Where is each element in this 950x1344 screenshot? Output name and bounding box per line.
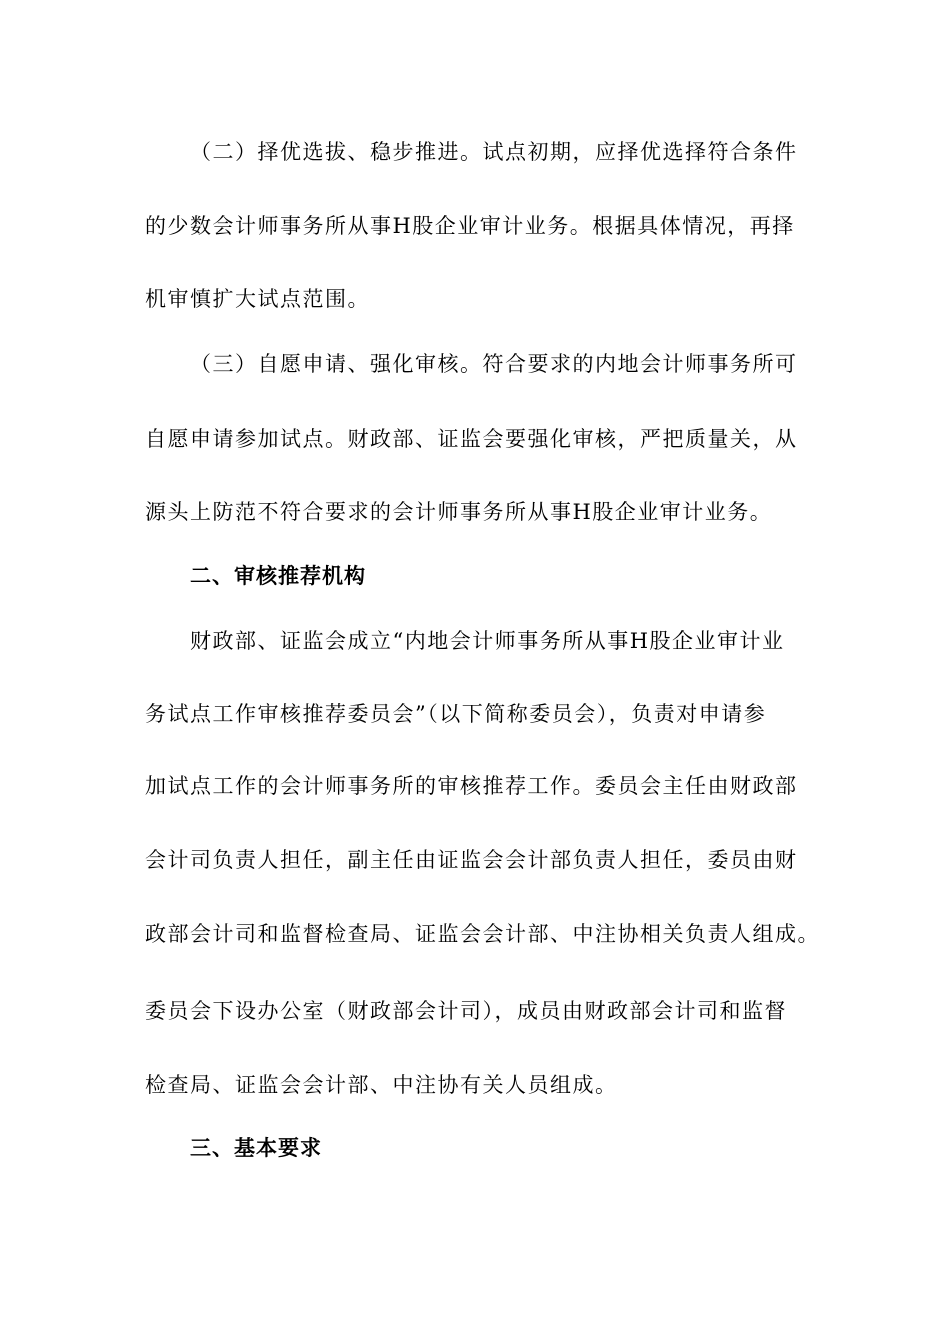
section-heading-basic-requirements: 三、基本要求 [190, 1136, 322, 1160]
paragraph-3-line-1: （三）自愿申请、强化审核。符合要求的内地会计师事务所可 [190, 352, 798, 376]
paragraph-committee-line-4: 会计司负责人担任，副主任由证监会会计部负责人担任，委员由财 [145, 848, 798, 872]
paragraph-3-line-3: 源头上防范不符合要求的会计师事务所从事H股企业审计业务。 [145, 500, 773, 524]
paragraph-2-line-1: （二）择优选拔、稳步推进。试点初期，应择优选择符合条件 [190, 140, 798, 164]
paragraph-committee-line-1: 财政部、证监会成立“内地会计师事务所从事H股企业审计业 [190, 629, 785, 653]
paragraph-committee-line-2: 务试点工作审核推荐委员会”（以下简称委员会），负责对申请参 [145, 702, 767, 726]
paragraph-committee-line-5: 政部会计司和监督检查局、证监会会计部、中注协相关负责人组成。 [145, 922, 820, 946]
paragraph-3-line-2: 自愿申请参加试点。财政部、证监会要强化审核，严把质量关，从 [145, 427, 798, 451]
paragraph-committee-line-6: 委员会下设办公室（财政部会计司），成员由财政部会计司和监督 [145, 999, 787, 1023]
section-heading-review-recommendation: 二、审核推荐机构 [190, 564, 366, 588]
paragraph-committee-line-7: 检查局、证监会会计部、中注协有关人员组成。 [145, 1073, 618, 1097]
paragraph-2-line-3: 机审慎扩大试点范围。 [145, 287, 370, 311]
paragraph-2-line-2: 的少数会计师事务所从事H股企业审计业务。根据具体情况，再择 [145, 214, 795, 238]
paragraph-committee-line-3: 加试点工作的会计师事务所的审核推荐工作。委员会主任由财政部 [145, 774, 798, 798]
